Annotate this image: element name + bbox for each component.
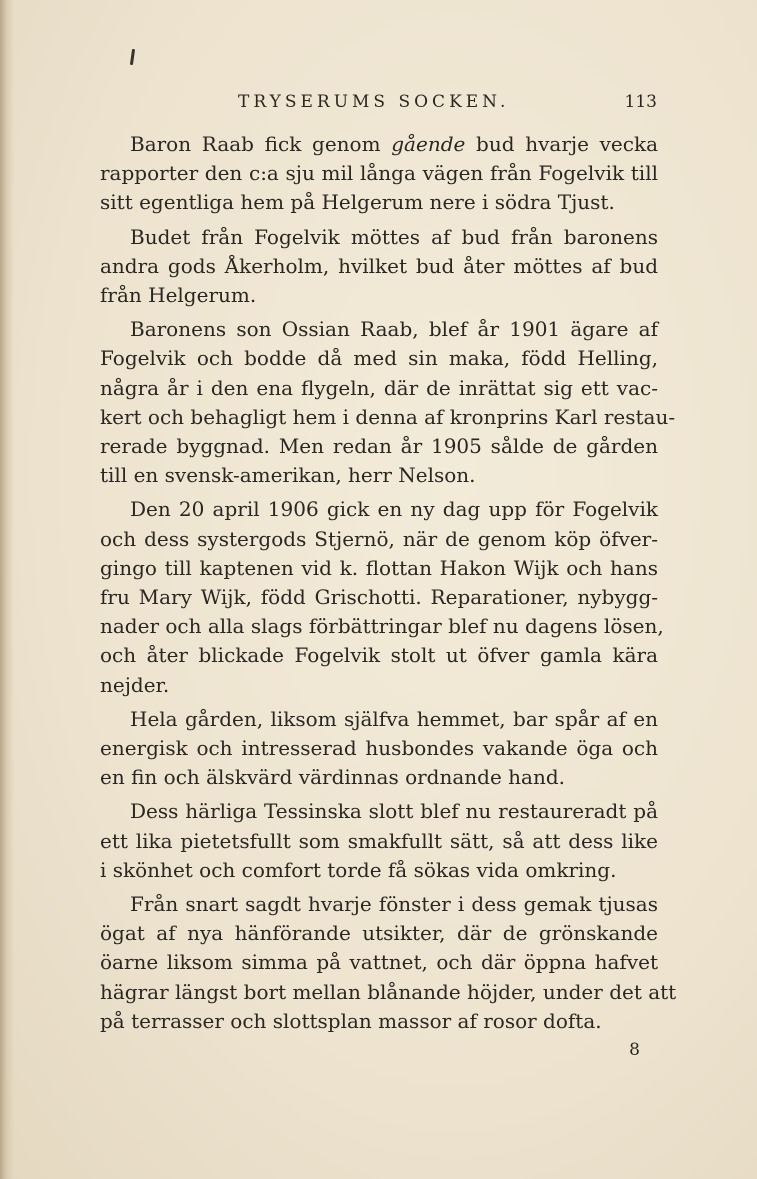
text-line: Baronens son Ossian Raab, blef år 1901 ägare af bbox=[130, 317, 658, 342]
page-number: 113 bbox=[624, 92, 657, 112]
text-line: nader och alla slags förbättringar blef nu dagens lösen, bbox=[100, 614, 664, 639]
text-line: rapporter den c:a sju mil långa vägen från Fogelvik till bbox=[100, 161, 658, 186]
text-line: gingo till kaptenen vid k. flottan Hakon Wijk och hans bbox=[100, 555, 658, 580]
text-line: ögat af nya hänförande utsikter, där de grönskande bbox=[100, 921, 658, 946]
signature-mark: 8 bbox=[629, 1040, 640, 1060]
page-header bbox=[100, 92, 657, 118]
paragraph bbox=[100, 495, 664, 699]
running-title: TRYSERUMS SOCKEN. bbox=[238, 92, 510, 112]
paragraph bbox=[100, 705, 658, 793]
text-line: ett lika pietetsfullt som smakfullt sätt, så att dess like bbox=[100, 828, 658, 853]
emphasis: gående bbox=[391, 132, 466, 156]
text-line: Budet från Fogelvik möttes af bud från baronens bbox=[130, 224, 658, 249]
text-line: Den 20 april 1906 gick en ny dag upp för Fogelvik bbox=[130, 497, 658, 522]
text-line: sitt egentliga hem på Helgerum nere i södra Tjust. bbox=[100, 190, 615, 215]
text-line: Fogelvik och bodde då med sin maka, född Helling, bbox=[100, 346, 658, 371]
paragraph bbox=[100, 130, 658, 218]
text-line: Från snart sagdt hvarje fönster i dess gemak tjusas bbox=[130, 892, 658, 917]
text-line: öarne liksom simma på vattnet, och där öppna hafvet bbox=[100, 950, 658, 975]
paragraph bbox=[100, 797, 658, 885]
text-line: Dess härliga Tessinska slott blef nu restaureradt på bbox=[130, 799, 658, 824]
text-line: hägrar längst bort mellan blånande höjder, under det att bbox=[100, 979, 677, 1004]
text-line: rerade byggnad. Men redan år 1905 sålde de gården bbox=[100, 434, 658, 459]
text-line: andra gods Åkerholm, hvilket bud åter möttes af bud bbox=[100, 253, 658, 278]
text-line: en fin och älskvärd värdinnas ordnande hand. bbox=[100, 765, 565, 790]
paragraph bbox=[100, 890, 677, 1036]
text-line: fru Mary Wijk, född Grischotti. Reparationer, nybygg- bbox=[100, 585, 658, 610]
text-line: från Helgerum. bbox=[100, 283, 257, 308]
text-line: till en svensk-amerikan, herr Nelson. bbox=[100, 463, 476, 488]
text-line: och åter blickade Fogelvik stolt ut öfver gamla kära bbox=[100, 643, 658, 668]
text-line: nejder. bbox=[100, 672, 170, 697]
text-line: och dess systergods Stjernö, när de genom köp öfver- bbox=[100, 526, 658, 551]
ink-mark bbox=[130, 49, 135, 65]
text-line: energisk och intresserad husbondes vakande öga och bbox=[100, 736, 658, 761]
text-line: i skönhet och comfort torde få sökas vida omkring. bbox=[100, 857, 617, 882]
text-line: Baron Raab fick genom gående bud hvarje vecka bbox=[130, 132, 659, 156]
body-text bbox=[100, 130, 677, 1041]
paragraph bbox=[100, 223, 658, 311]
text-line: Hela gården, liksom själfva hemmet, bar spår af en bbox=[130, 706, 658, 731]
paragraph bbox=[100, 315, 676, 490]
page-binding-edge bbox=[0, 0, 14, 1179]
text-line: kert och behagligt hem i denna af kronprins Karl restau- bbox=[100, 404, 676, 429]
text-line: några år i den ena flygeln, där de inrättat sig ett vac- bbox=[100, 375, 658, 400]
text-line: på terrasser och slottsplan massor af rosor dofta. bbox=[100, 1008, 602, 1033]
